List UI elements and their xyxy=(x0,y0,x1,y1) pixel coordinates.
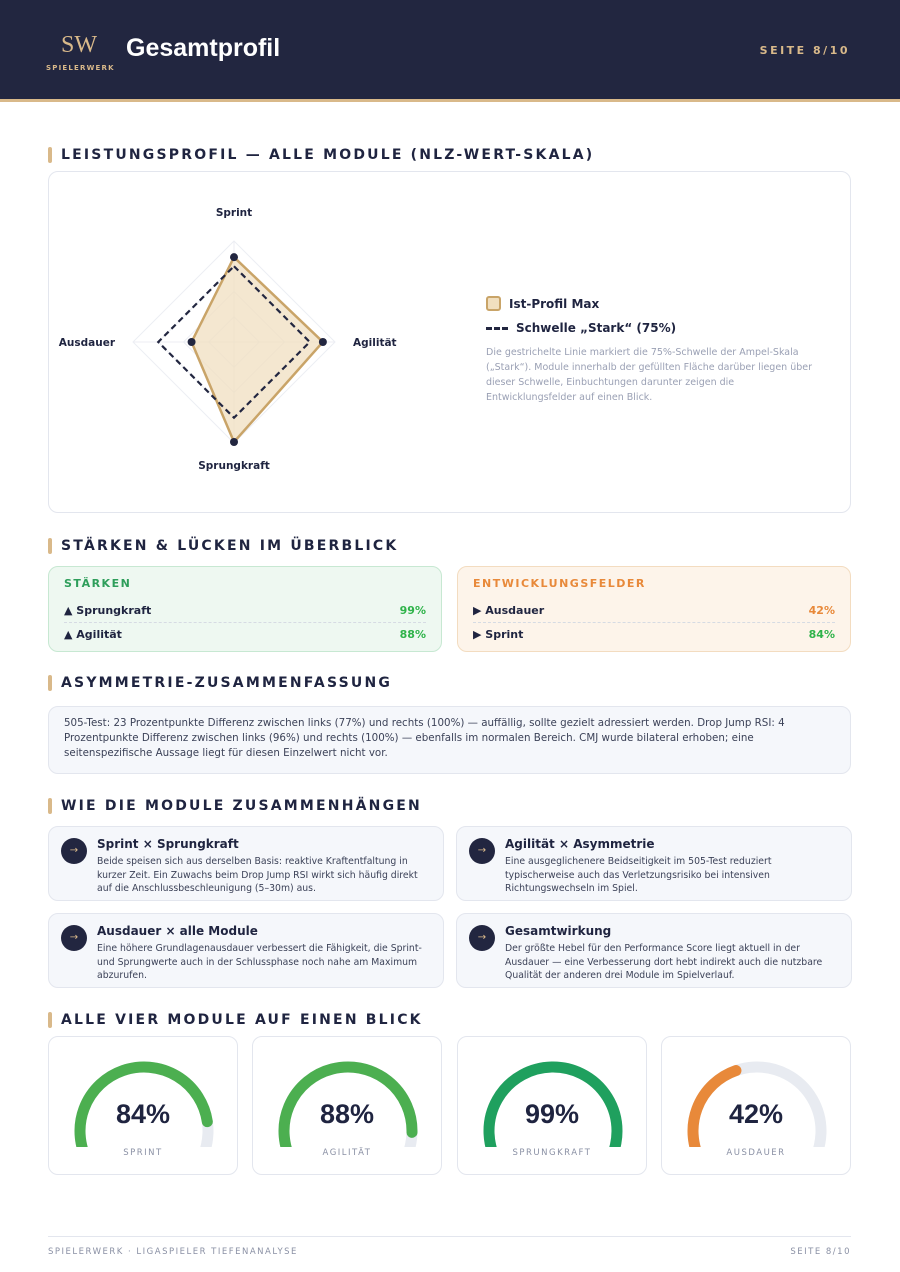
page-title: Gesamtprofil xyxy=(126,34,281,62)
connection-title: Gesamtwirkung xyxy=(505,924,612,938)
gauge-label: SPRUNGKRAFT xyxy=(512,1148,592,1158)
list-item xyxy=(64,622,426,645)
connection-text: Eine ausgeglichenere Beidseitigkeit im 505-Test reduziert typischerweise auch das Verletzungsrisiko bei intensiven Richtungswechseln im Spiel. xyxy=(505,856,772,894)
section-title-asymmetry: ASYMMETRIE-ZUSAMMENFASSUNG xyxy=(48,674,392,692)
gauge-label: SPRINT xyxy=(123,1148,163,1158)
development-value: 42% xyxy=(808,604,835,617)
gauge-card-jump xyxy=(457,1036,647,1175)
gauge-card-endurance xyxy=(661,1036,851,1175)
radar-axis-label: Ausdauer xyxy=(58,337,115,349)
connection-title: Sprint × Sprungkraft xyxy=(97,837,239,851)
radar-point xyxy=(188,338,196,346)
development-value: 84% xyxy=(808,628,835,641)
footer-page-number: SEITE 8/10 xyxy=(790,1247,851,1257)
arrow-right-icon: → xyxy=(469,925,495,951)
footer-brand: SPIELERWERK · LIGASPIELER TIEFENANALYSE xyxy=(48,1247,298,1257)
list-item xyxy=(64,599,426,622)
strengths-box xyxy=(48,566,442,652)
logo-wordmark: SPIELERWERK xyxy=(46,64,115,72)
radar-point xyxy=(230,253,238,261)
strength-label: ▲ Sprungkraft xyxy=(64,604,152,617)
legend-fill-swatch xyxy=(486,296,501,311)
legend-label-threshold: Schwelle „Stark“ (75%) xyxy=(516,321,677,335)
arrow-right-icon: → xyxy=(61,925,87,951)
section-title-profile: LEISTUNGSPROFIL — ALLE MODULE (NLZ-WERT-SKALA) xyxy=(48,146,594,164)
footer-divider xyxy=(48,1236,851,1237)
gauge-label: AGILITÄT xyxy=(322,1148,372,1158)
connection-card xyxy=(48,913,444,988)
gauge-card-agility xyxy=(252,1036,442,1175)
strength-value: 88% xyxy=(399,628,426,641)
connection-text: Der größte Hebel für den Performance Score liegt aktuell in der Ausdauer — eine Verbesserung dort hebt indirekt auch die nutzbare Qualität der anderen drei Module im Spielverlauf. xyxy=(505,943,823,981)
page-header xyxy=(0,0,900,102)
connection-title: Agilität × Asymmetrie xyxy=(505,837,655,851)
gauge-label: AUSDAUER xyxy=(726,1148,786,1158)
legend-item-actual xyxy=(486,296,826,311)
section-title-strengths: STÄRKEN & LÜCKEN IM ÜBERBLICK xyxy=(48,537,398,555)
radar-series-actual xyxy=(192,257,323,442)
connection-card xyxy=(456,826,852,901)
list-item xyxy=(473,599,835,622)
legend-label-actual: Ist-Profil Max xyxy=(509,296,600,311)
radar-axis-label: Sprungkraft xyxy=(198,460,270,472)
legend-note: Die gestrichelte Linie markiert die 75%-Schwelle der Ampel-Skala („Stark“). Module innerhalb der gefüllten Fläche darüber liegen über dieser Schwelle, Einbuchtungen darunter zeigen die Entwicklungsfelder auf einen Blick. xyxy=(486,347,813,403)
legend-dash-swatch xyxy=(486,327,509,330)
gauge-arc xyxy=(458,1037,648,1147)
strength-value: 99% xyxy=(399,604,426,617)
radar-axis-label: Sprint xyxy=(215,207,253,219)
gauge-value: 88% xyxy=(319,1099,375,1129)
gauge-value: 42% xyxy=(728,1099,784,1129)
radar-point xyxy=(230,438,238,446)
arrow-right-icon: → xyxy=(469,838,495,864)
svg-text:SW: SW xyxy=(61,32,97,58)
development-box xyxy=(457,566,851,652)
section-title-overview: ALLE VIER MODULE AUF EINEN BLICK xyxy=(48,1011,423,1029)
gauge-card-sprint xyxy=(48,1036,238,1175)
strengths-title: STÄRKEN xyxy=(64,577,132,590)
gauge-arc xyxy=(662,1037,852,1147)
strength-label: ▲ Agilität xyxy=(64,628,122,641)
connection-text: Eine höhere Grundlagenausdauer verbessert die Fähigkeit, die Sprint- und Sprungwerte auch in der Schlussphase noch nahe am Maximum abzurufen. xyxy=(97,943,422,981)
connection-title: Ausdauer × alle Module xyxy=(97,924,258,938)
development-label: ▶ Ausdauer xyxy=(473,604,545,617)
development-title: ENTWICKLUNGSFELDER xyxy=(473,577,646,590)
gauge-value: 84% xyxy=(115,1099,171,1129)
gauge-arc xyxy=(49,1037,239,1147)
list-item xyxy=(473,622,835,645)
chart-legend xyxy=(486,296,826,405)
radar-chart xyxy=(49,172,449,512)
arrow-right-icon: → xyxy=(61,838,87,864)
gauge-arc xyxy=(253,1037,443,1147)
page-number: SEITE 8/10 xyxy=(759,44,850,57)
connection-card xyxy=(456,913,852,988)
legend-item-threshold xyxy=(486,321,826,335)
section-title-connections: WIE DIE MODULE ZUSAMMENHÄNGEN xyxy=(48,797,422,815)
radar-point xyxy=(319,338,327,346)
connection-card xyxy=(48,826,444,901)
connection-text: Beide speisen sich aus derselben Basis: reaktive Kraftentfaltung in kurzer Zeit. Ein Zuwachs beim Drop Jump RSI wirkt sich häufig direkt auf die Anschlussbeschleunigung (5–30m) aus. xyxy=(97,856,418,894)
radar-axis-label: Agilität xyxy=(353,337,397,349)
asymmetry-summary: 505-Test: 23 Prozentpunkte Differenz zwischen links (77%) und rechts (100%) — auffällig, sollte gezielt adressiert werden. Drop Jump RSI: 4 Prozentpunkte Differenz zwischen links (96%) und rechts (100%) — ebenfalls im normalen Bereich. CMJ wurde bilateral erhoben; eine seitenspezifische Aussage liegt für diesen Einzelwert nicht vor. xyxy=(48,706,851,774)
development-label: ▶ Sprint xyxy=(473,628,524,641)
gauge-value: 99% xyxy=(524,1099,580,1129)
